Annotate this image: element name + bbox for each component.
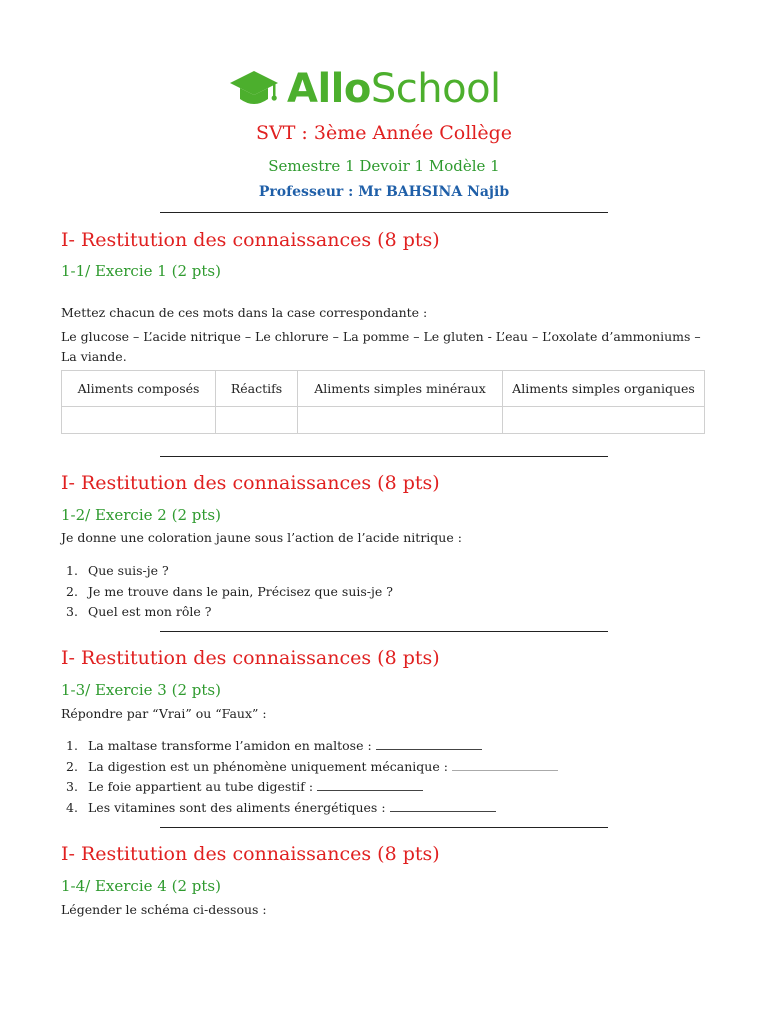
exercise-title: 1-4/ Exercie 4 (2 pts) <box>61 877 221 895</box>
item-text: Les vitamines sont des aliments énergétiques : <box>88 799 390 815</box>
item-text: La digestion est un phénomène uniquement mécanique : <box>88 758 452 774</box>
item-number: 2. <box>66 583 78 599</box>
true-false-list <box>66 736 558 818</box>
list-item <box>66 757 558 778</box>
semester-subtitle: Semestre 1 Devoir 1 Modèle 1 <box>268 157 500 175</box>
item-text: Le foie appartient au tube digestif : <box>88 779 318 794</box>
list-item <box>66 798 558 819</box>
divider <box>160 212 608 213</box>
table-header-row <box>62 371 705 407</box>
question-list <box>66 561 393 623</box>
answer-cell[interactable] <box>503 407 705 434</box>
divider <box>160 827 608 828</box>
logo-wordmark <box>287 64 501 114</box>
answer-blank[interactable] <box>317 780 423 791</box>
answer-cell[interactable] <box>62 407 216 434</box>
section-title: I- Restitution des connaissances (8 pts) <box>61 843 440 865</box>
exercise-title: 1-2/ Exercie 2 (2 pts) <box>61 506 221 524</box>
table-header-cell: Aliments simples minéraux <box>298 371 503 407</box>
word-list: Le glucose – L’acide nitrique – Le chlorure – La pomme – Le gluten - L’eau – L’oxolate d’ammoniums – La viande. <box>61 329 701 364</box>
item-number: 1. <box>66 738 78 753</box>
table-header-cell: Aliments composés <box>62 371 216 407</box>
list-item <box>66 602 393 623</box>
item-text: Quel est mon rôle ? <box>88 604 212 619</box>
subject-title: SVT : 3ème Année Collège <box>255 122 513 144</box>
exercise-intro: Je donne une coloration jaune sous l’action de l’acide nitrique : <box>61 530 462 545</box>
answer-cell[interactable] <box>216 407 298 434</box>
exercise-intro: Répondre par “Vrai” ou “Faux” : <box>61 706 267 721</box>
classification-table <box>61 370 705 434</box>
divider <box>160 456 608 457</box>
section-title: I- Restitution des connaissances (8 pts) <box>61 229 440 251</box>
item-text: Que suis-je ? <box>88 563 169 578</box>
exercise-intro: Légender le schéma ci-dessous : <box>61 902 267 917</box>
item-number: 4. <box>66 799 78 815</box>
answer-blank[interactable] <box>452 760 558 771</box>
exercise-title: 1-1/ Exercie 1 (2 pts) <box>61 262 221 280</box>
exercise-title: 1-3/ Exercie 3 (2 pts) <box>61 681 221 699</box>
divider <box>160 631 608 632</box>
professor-name: Professeur : Mr BAHSINA Najib <box>258 184 510 200</box>
list-item <box>66 736 558 757</box>
list-item <box>66 582 393 603</box>
list-item <box>66 561 393 582</box>
item-number: 3. <box>66 604 78 619</box>
item-text: Je me trouve dans le pain, Précisez que suis-je ? <box>88 583 393 599</box>
section-title: I- Restitution des connaissances (8 pts) <box>61 472 440 494</box>
item-number: 1. <box>66 563 78 578</box>
list-item <box>66 777 558 798</box>
graduation-cap-icon <box>229 68 279 110</box>
table-row <box>62 407 705 434</box>
logo-bold: Allo <box>287 66 371 112</box>
table-header-cell: Réactifs <box>216 371 298 407</box>
item-number: 3. <box>66 779 78 794</box>
answer-blank[interactable] <box>390 801 496 812</box>
table-header-cell: Aliments simples organiques <box>503 371 705 407</box>
logo-regular: School <box>370 66 501 112</box>
exercise-instruction: Mettez chacun de ces mots dans la case correspondante : <box>61 305 428 320</box>
answer-blank[interactable] <box>376 739 482 750</box>
section-title: I- Restitution des connaissances (8 pts) <box>61 647 440 669</box>
answer-cell[interactable] <box>298 407 503 434</box>
item-text: La maltase transforme l’amidon en maltose : <box>88 738 376 753</box>
alloschool-logo <box>229 64 501 114</box>
item-number: 2. <box>66 758 78 774</box>
